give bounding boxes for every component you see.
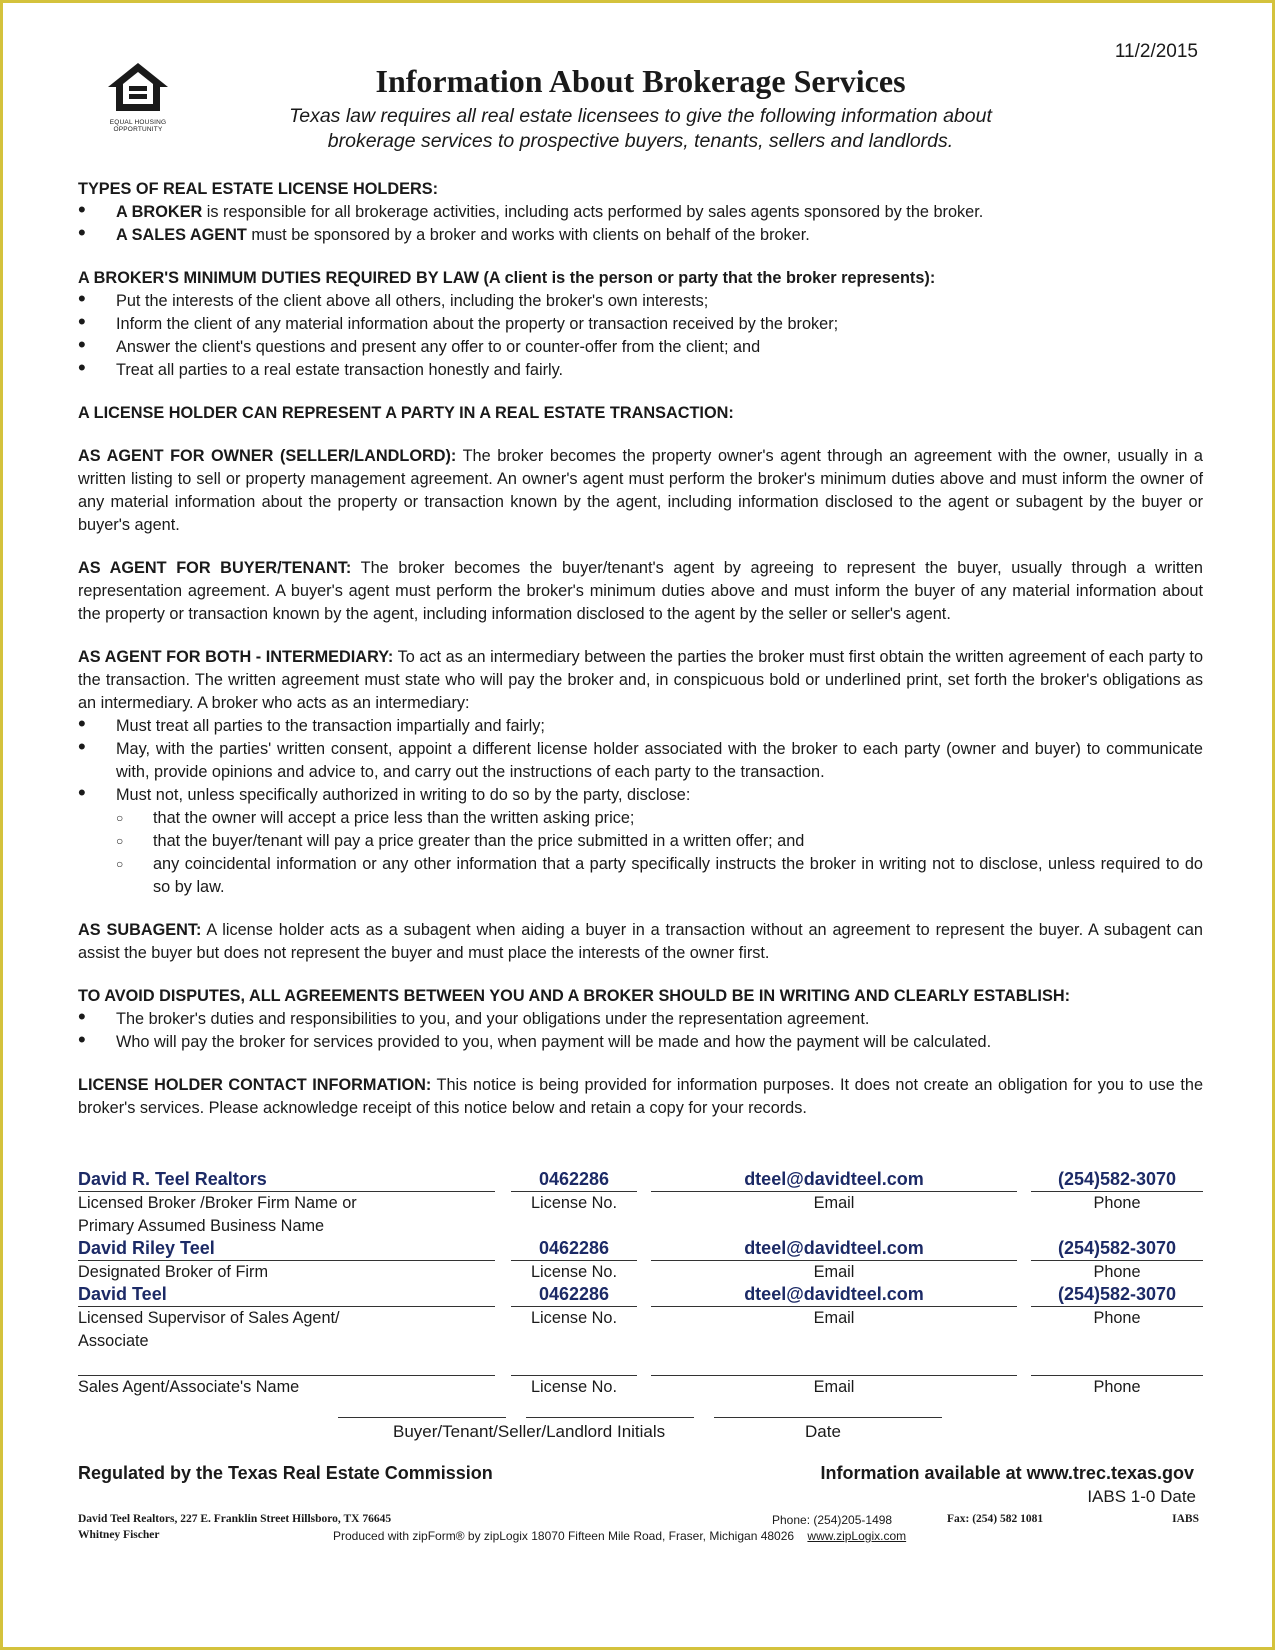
ziplogix-link[interactable]: www.zipLogix.com bbox=[807, 1529, 907, 1543]
footer-produced bbox=[333, 1529, 906, 1543]
label-line: Licensed Broker /Broker Firm Name or bbox=[78, 1194, 357, 1212]
footer-form-code: IABS bbox=[1172, 1513, 1199, 1525]
email-field[interactable]: dteel@davidteel.com bbox=[651, 1169, 1017, 1192]
broker-firm-name-field[interactable]: David R. Teel Realtors bbox=[78, 1169, 495, 1192]
date-line[interactable] bbox=[714, 1417, 942, 1418]
subtitle-line: brokerage services to prospective buyers, tenants, sellers and landlords. bbox=[327, 130, 954, 152]
field-label: Phone bbox=[1093, 1378, 1141, 1396]
section-owner-agent bbox=[78, 445, 1203, 537]
field-label: Phone bbox=[1093, 1309, 1141, 1327]
field-label: Designated Broker of Firm bbox=[78, 1263, 269, 1281]
footer-phone: Phone: (254)205-1498 bbox=[772, 1513, 893, 1527]
initials-line-2[interactable] bbox=[526, 1417, 694, 1418]
designated-broker-field[interactable]: David Riley Teel bbox=[78, 1238, 495, 1261]
contact-block-supervisor bbox=[78, 1284, 1203, 1350]
section-lead: LICENSE HOLDER CONTACT INFORMATION: bbox=[78, 1076, 432, 1094]
contact-block-sales-agent bbox=[78, 1353, 1203, 1399]
document-date: 11/2/2015 bbox=[1114, 41, 1198, 62]
field-label: License No. bbox=[531, 1263, 617, 1281]
bullet-list bbox=[78, 290, 1203, 382]
list-item: • Inform the client of any material information about the property or transaction received by the broker; bbox=[78, 313, 1203, 336]
contact-values-row bbox=[78, 1169, 1203, 1192]
license-number-field[interactable]: 0462286 bbox=[511, 1238, 637, 1261]
item-text: is responsible for all brokerage activities, including acts performed by sales agents sponsored by the broker. bbox=[202, 203, 984, 221]
phone-field[interactable]: (254)582-3070 bbox=[1031, 1238, 1203, 1261]
section-license-types bbox=[78, 178, 1203, 247]
section-avoid-disputes bbox=[78, 985, 1203, 1054]
list-item bbox=[78, 224, 1203, 247]
info-available: Information available at www.trec.texas.gov bbox=[820, 1463, 1194, 1483]
sub-list-item: ○ that the buyer/tenant will pay a price greater than the price submitted in a written offer; and bbox=[116, 830, 1203, 853]
regulated-by: Regulated by the Texas Real Estate Commission bbox=[78, 1463, 493, 1483]
field-label: Sales Agent/Associate's Name bbox=[78, 1378, 300, 1396]
contact-labels-row bbox=[78, 1376, 1203, 1399]
list-item: • May, with the parties' written consent, appoint a different license holder associated with the broker to each party (owner and buyer) to communicate with, provide opinions and advice to, and carry out the instructions of each party to the transaction. bbox=[78, 738, 1203, 784]
section-heading: TO AVOID DISPUTES, ALL AGREEMENTS BETWEEN YOU AND A BROKER SHOULD BE IN WRITING AND CLEARLY ESTABLISH: bbox=[78, 987, 1070, 1005]
intermediary-paragraph bbox=[78, 646, 1203, 715]
contact-labels-row bbox=[78, 1261, 1203, 1284]
list-item bbox=[78, 784, 1203, 899]
section-lead: AS SUBAGENT: bbox=[78, 921, 202, 939]
item-text: must be sponsored by a broker and works with clients on behalf of the broker. bbox=[246, 226, 810, 244]
subtitle-line: Texas law requires all real estate licensees to give the following information about bbox=[289, 105, 992, 127]
license-number-field[interactable] bbox=[511, 1353, 637, 1376]
section-lead: AS AGENT FOR BOTH - INTERMEDIARY: bbox=[78, 648, 394, 666]
section-subagent bbox=[78, 919, 1203, 965]
document-body bbox=[78, 178, 1203, 1140]
section-heading: A LICENSE HOLDER CAN REPRESENT A PARTY IN A REAL ESTATE TRANSACTION: bbox=[78, 404, 734, 422]
bullet-list bbox=[78, 1008, 1203, 1054]
section-heading: TYPES OF REAL ESTATE LICENSE HOLDERS: bbox=[78, 180, 439, 198]
list-item: • Must treat all parties to the transaction impartially and fairly; bbox=[78, 715, 1203, 738]
contact-values-row bbox=[78, 1238, 1203, 1261]
field-label: License No. bbox=[531, 1309, 617, 1327]
item-lead: A BROKER bbox=[116, 203, 203, 221]
contact-labels-row bbox=[78, 1307, 1203, 1350]
contact-labels-row bbox=[78, 1192, 1203, 1235]
contact-values-row bbox=[78, 1284, 1203, 1307]
sub-list bbox=[116, 807, 1203, 899]
footer-agent: Whitney Fischer bbox=[78, 1529, 160, 1541]
phone-field[interactable]: (254)582-3070 bbox=[1031, 1169, 1203, 1192]
field-label: Email bbox=[813, 1263, 855, 1281]
list-item: • Treat all parties to a real estate transaction honestly and fairly. bbox=[78, 359, 1203, 382]
sales-agent-name-field[interactable] bbox=[78, 1353, 495, 1376]
section-text: The broker becomes the buyer/tenant's agent by agreeing to represent the buyer, usually through a written representation agreement. A buyer's agent must perform the broker's minimum duties above and must inform the buyer of any material information about the property or transaction known by the agent, including information disclosed to the agent by the seller or seller's agent. bbox=[78, 559, 1203, 623]
footer-company: David Teel Realtors, 227 E. Franklin Street Hillsboro, TX 76645 bbox=[78, 1513, 392, 1525]
field-label: License No. bbox=[531, 1194, 617, 1212]
section-text: A license holder acts as a subagent when aiding a buyer in a transaction without an agreement to represent the buyer. A subagent can assist the buyer but does not represent the buyer and must place the interests of the owner first. bbox=[78, 921, 1203, 962]
phone-field[interactable]: (254)582-3070 bbox=[1031, 1284, 1203, 1307]
list-item bbox=[78, 201, 1203, 224]
email-field[interactable] bbox=[651, 1353, 1017, 1376]
iabs-date: IABS 1-0 Date bbox=[1087, 1487, 1196, 1506]
label-line: Associate bbox=[78, 1332, 149, 1350]
section-lead: AS AGENT FOR OWNER (SELLER/LANDLORD): bbox=[78, 447, 457, 465]
list-item: • Put the interests of the client above all others, including the broker's own interests; bbox=[78, 290, 1203, 313]
list-item: • Answer the client's questions and present any offer to or counter-offer from the client; and bbox=[78, 336, 1203, 359]
email-field[interactable]: dteel@davidteel.com bbox=[651, 1284, 1017, 1307]
list-item: • The broker's duties and responsibilities to you, and your obligations under the representation agreement. bbox=[78, 1008, 1203, 1031]
section-minimum-duties bbox=[78, 267, 1203, 382]
phone-field[interactable] bbox=[1031, 1353, 1203, 1376]
logo-caption: EQUAL HOUSING OPPORTUNITY bbox=[109, 119, 167, 133]
field-label bbox=[78, 1192, 495, 1238]
section-intermediary bbox=[78, 646, 1203, 899]
document-subtitle bbox=[203, 104, 1078, 154]
contact-block-broker-firm bbox=[78, 1169, 1203, 1235]
section-heading: A BROKER'S MINIMUM DUTIES REQUIRED BY LAW (A client is the person or party that the broker represents): bbox=[78, 269, 936, 287]
field-label: Phone bbox=[1093, 1194, 1141, 1212]
license-number-field[interactable]: 0462286 bbox=[511, 1169, 637, 1192]
section-buyer-agent bbox=[78, 557, 1203, 626]
license-number-field[interactable]: 0462286 bbox=[511, 1284, 637, 1307]
initials-line-1[interactable] bbox=[338, 1417, 506, 1418]
footer-fax: Fax: (254) 582 1081 bbox=[947, 1513, 1044, 1525]
field-label bbox=[78, 1307, 495, 1353]
date-label: Date bbox=[805, 1422, 841, 1441]
field-label: Email bbox=[813, 1378, 855, 1396]
label-line: Licensed Supervisor of Sales Agent/ bbox=[78, 1309, 340, 1327]
section-contact-info bbox=[78, 1074, 1203, 1120]
contact-values-row bbox=[78, 1353, 1203, 1376]
email-field[interactable]: dteel@davidteel.com bbox=[651, 1238, 1017, 1261]
sub-list-item: ○ that the owner will accept a price less than the written asking price; bbox=[116, 807, 1203, 830]
bullet-list bbox=[78, 715, 1203, 899]
field-label: Email bbox=[813, 1309, 855, 1327]
list-item: • Who will pay the broker for services provided to you, when payment will be made and how the payment will be calculated. bbox=[78, 1031, 1203, 1054]
sub-list-item: ○ any coincidental information or any other information that a party specifically instructs the broker in writing not to disclose, unless required to do so by law. bbox=[116, 853, 1203, 899]
initials-label: Buyer/Tenant/Seller/Landlord Initials bbox=[393, 1422, 666, 1441]
section-lead: AS AGENT FOR BUYER/TENANT: bbox=[78, 559, 352, 577]
section-text: This notice is being provided for information purposes. It does not create an obligation for you to use the broker's services. Please acknowledge receipt of this notice below and retain a copy for your records. bbox=[78, 1076, 1203, 1117]
contact-block-designated-broker bbox=[78, 1238, 1203, 1284]
bullet-list bbox=[78, 201, 1203, 247]
document-title: Information About Brokerage Services bbox=[375, 63, 906, 99]
item-lead: A SALES AGENT bbox=[116, 226, 247, 244]
produced-text: Produced with zipForm® by zipLogix 18070 Fifteen Mile Road, Fraser, Michigan 48026 bbox=[333, 1529, 795, 1543]
field-label: Email bbox=[813, 1194, 855, 1212]
supervisor-name-field[interactable]: David Teel bbox=[78, 1284, 495, 1307]
section-text: The broker becomes the property owner's agent through an agreement with the owner, usually in a written listing to sell or property management agreement. An owner's agent must perform the broker's minimum duties above and must inform the owner of any material information about the property or transaction known by the agent, including information disclosed to the agent or subagent by the buyer or buyer's agent. bbox=[78, 447, 1203, 534]
field-label: Phone bbox=[1093, 1263, 1141, 1281]
list-item-text: • Must not, unless specifically authorized in writing to do so by the party, disclose: bbox=[116, 786, 691, 804]
section-text: To act as an intermediary between the parties the broker must first obtain the written agreement of each party to the transaction. The written agreement must state who will pay the broker and, in conspicuous bold or underlined print, set forth the broker's obligations as an intermediary. A broker who acts as an intermediary: bbox=[78, 648, 1203, 712]
label-line: Primary Assumed Business Name bbox=[78, 1217, 325, 1235]
field-label: License No. bbox=[531, 1378, 617, 1396]
